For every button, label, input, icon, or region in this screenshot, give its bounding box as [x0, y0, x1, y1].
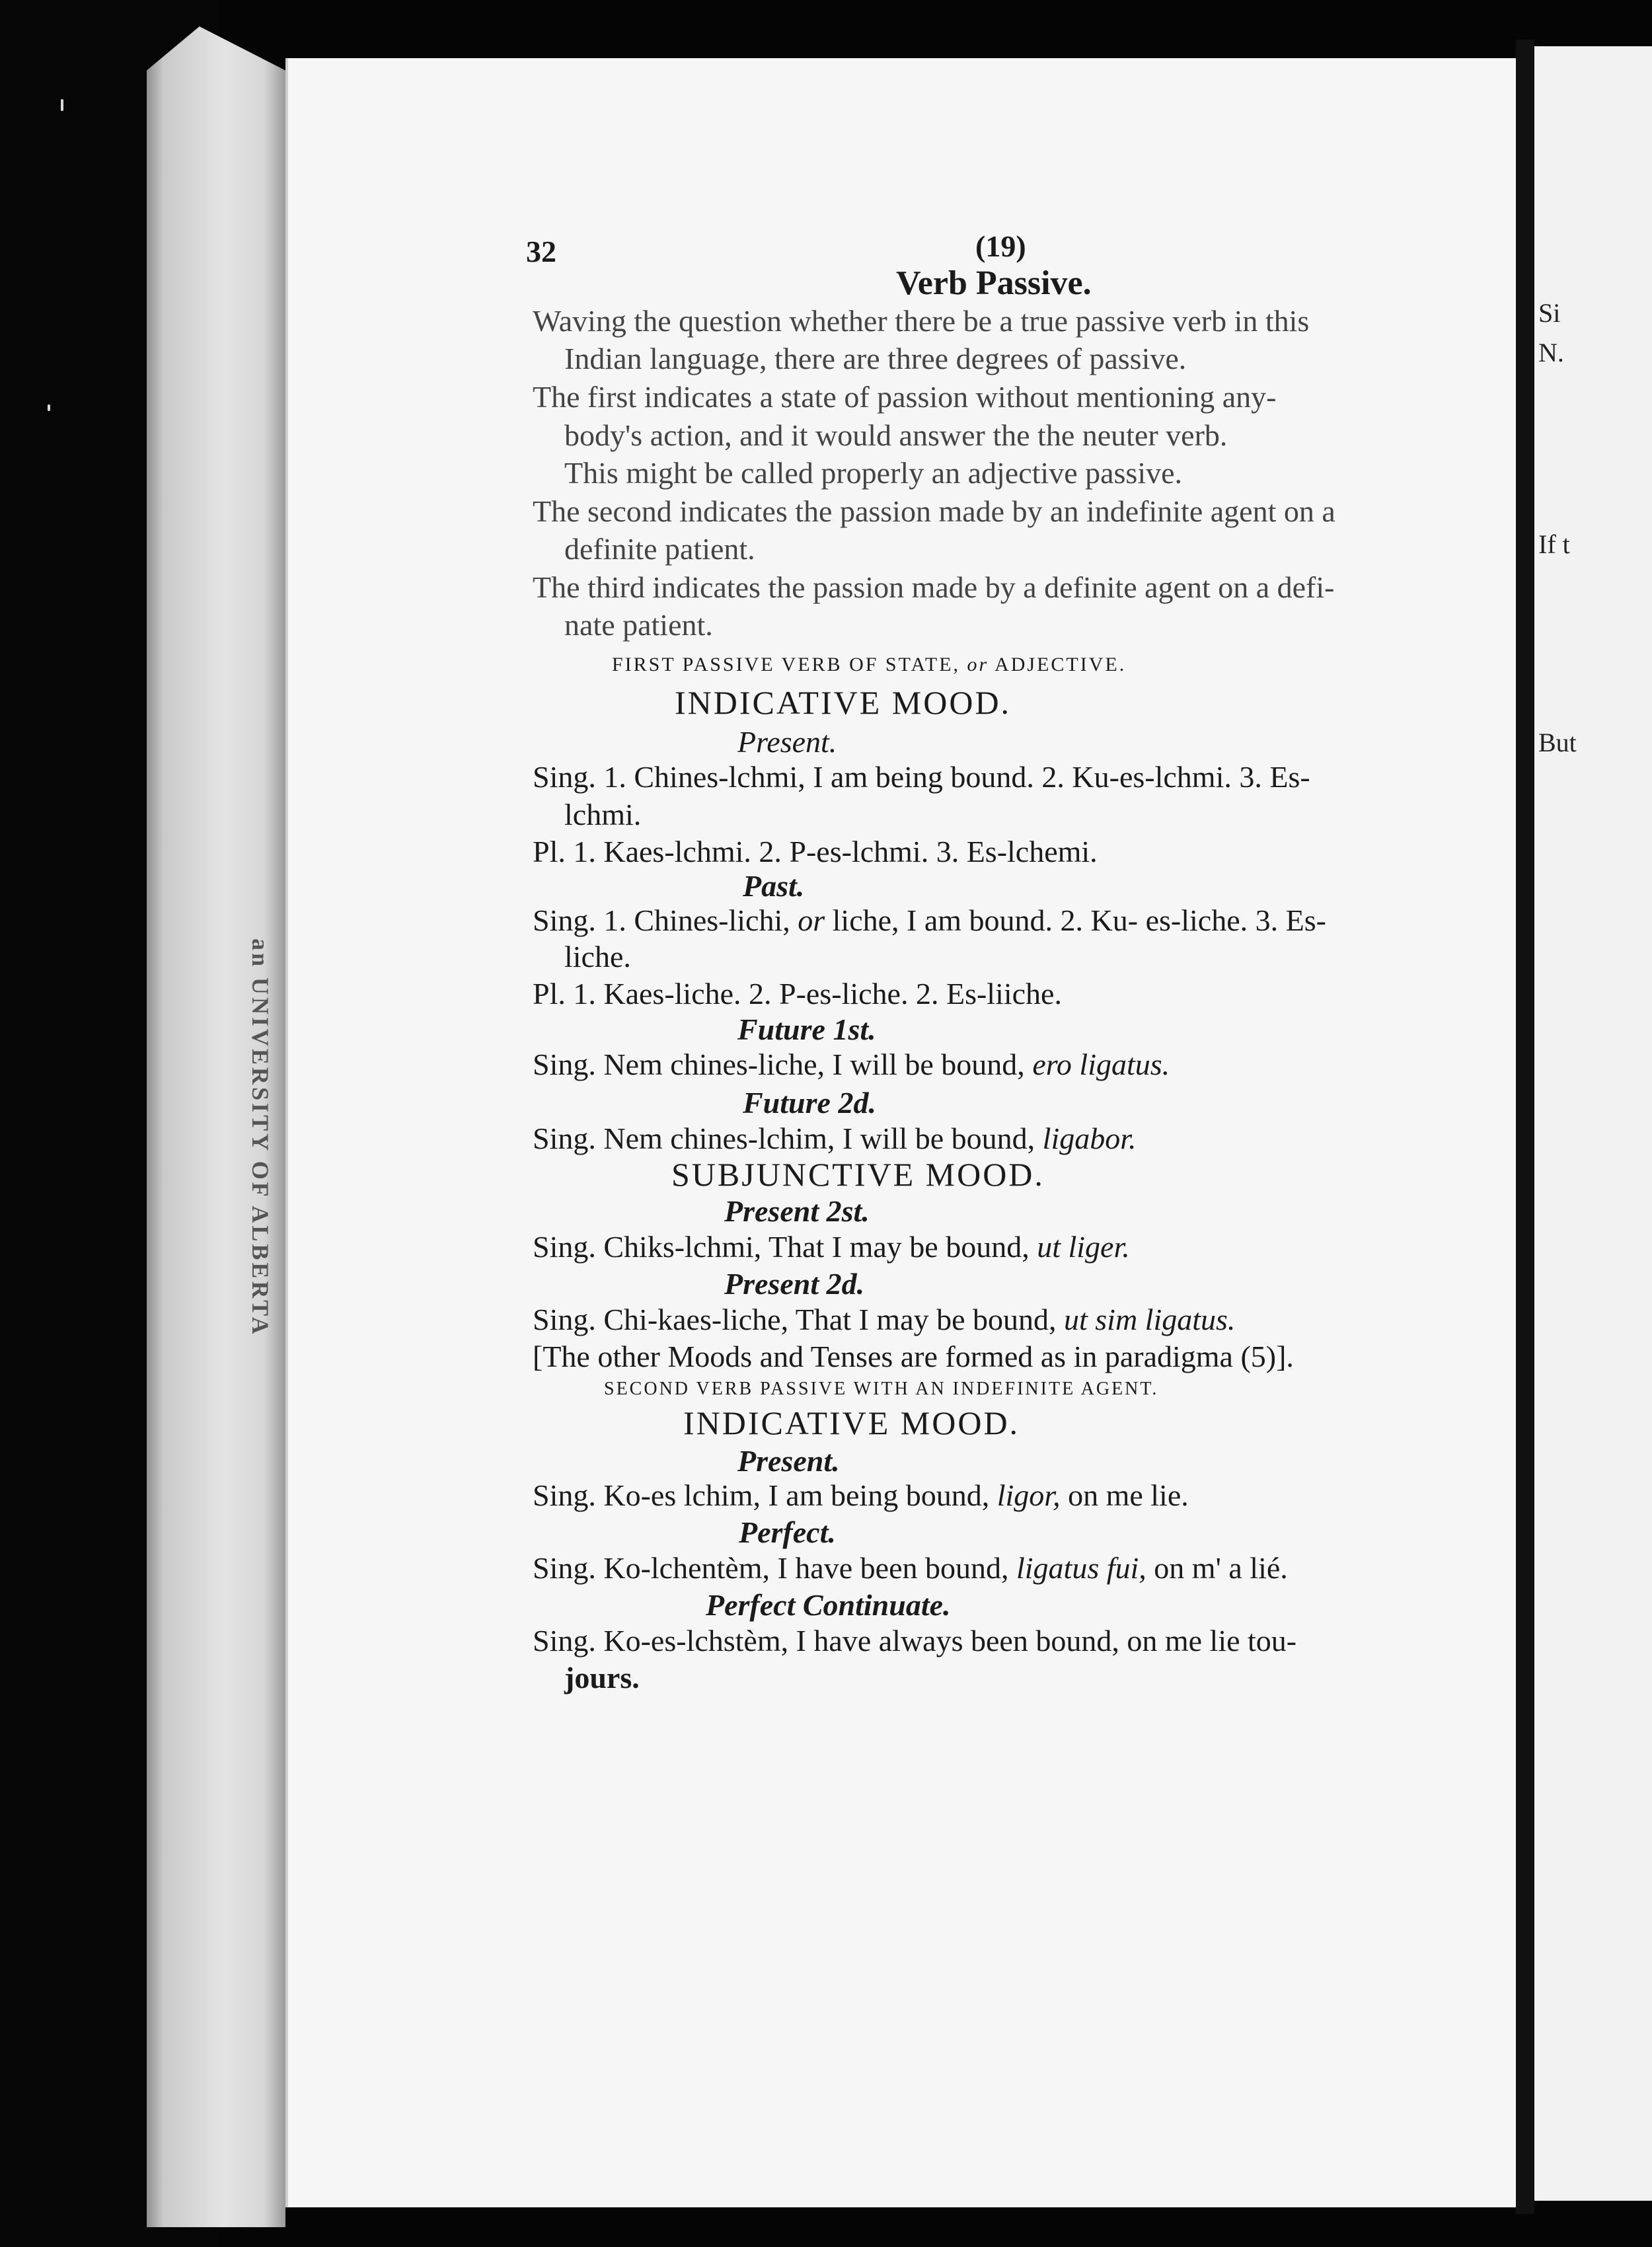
intro-line: Waving the question whether there be a true passive verb in this: [533, 304, 1310, 338]
paradigm-text: liche, I am bound. 2. Ku- es-liche. 3. Es-: [832, 903, 1326, 937]
paradigm-line: [533, 1480, 1189, 1511]
paradigm-text: Sing. Chiks-lchmi, That I may be bound,: [533, 1230, 1030, 1264]
paradigm-text: Sing. Chi-kaes-liche, That I may be bound,: [533, 1303, 1057, 1336]
spine-stamp: an UNIVERSITY OF ALBERTA: [247, 938, 274, 1337]
intro-line: definite patient.: [564, 532, 755, 566]
intro-line: This might be called properly an adjective passive.: [564, 456, 1183, 490]
paradigm-line: [533, 1305, 1235, 1335]
tense-heading: Perfect.: [739, 1515, 836, 1549]
intro-line: nate patient.: [564, 608, 713, 642]
paradigm-text: Sing. Nem chines-liche, I will be bound,: [533, 1047, 1025, 1081]
tense-heading: Future 2d.: [743, 1086, 876, 1120]
page-gutter: [1516, 40, 1534, 2214]
mood-heading: SUBJUNCTIVE MOOD.: [671, 1156, 1045, 1193]
mood-heading: INDICATIVE MOOD.: [683, 1404, 1020, 1441]
paradigm-line: Pl. 1. Kaes-lchmi. 2. P-es-lchmi. 3. Es-lchemi.: [533, 835, 1098, 868]
page-title: Verb Passive.: [896, 264, 1092, 302]
header-number: (19): [975, 229, 1026, 263]
intro-line: Indian language, there are three degrees of passive.: [564, 342, 1187, 375]
latin-gloss: ligabor.: [1042, 1122, 1137, 1155]
paradigm-text: Sing. 1. Chines-lichi,: [533, 903, 790, 937]
intro-line: The third indicates the passion made by a definite agent on a defi-: [533, 570, 1335, 604]
next-page-fragment: N.: [1538, 338, 1564, 367]
section1-heading: [612, 655, 1126, 675]
latin-gloss: ut sim ligatus.: [1064, 1303, 1236, 1336]
section2-heading: SECOND VERB PASSIVE WITH AN INDEFINITE AGENT.: [604, 1379, 1159, 1399]
dust-speck: [48, 404, 50, 411]
next-page-edge: [1534, 46, 1652, 2201]
latin-gloss: ero ligatus.: [1032, 1047, 1170, 1081]
dust-speck: [61, 99, 63, 111]
intro-line: The second indicates the passion made by an indefinite agent on a: [533, 494, 1335, 528]
paradigm-line: liche.: [564, 940, 631, 973]
paradigm-line: jours.: [564, 1661, 640, 1695]
french-gloss: on m' a lié.: [1154, 1551, 1288, 1585]
intro-line: body's action, and it would answer the the neuter verb.: [564, 418, 1228, 452]
tense-heading: Past.: [743, 869, 805, 903]
paradigm-text: Sing. Nem chines-lchim, I will be bound,: [533, 1122, 1035, 1155]
paradigm-or: or: [798, 903, 825, 937]
tense-heading: Present 2d.: [724, 1267, 865, 1301]
tense-heading: Perfect Continuate.: [706, 1588, 951, 1622]
paradigm-line: [533, 1049, 1170, 1080]
latin-gloss: ut liger.: [1037, 1230, 1130, 1264]
paradigm-line: Pl. 1. Kaes-liche. 2. P-es-liche. 2. Es-liiche.: [533, 977, 1062, 1010]
next-page-fragment: If t: [1538, 529, 1570, 559]
paradigm-line: [533, 1124, 1137, 1154]
french-gloss: on me lie.: [1068, 1478, 1189, 1512]
paradigm-note: [The other Moods and Tenses are formed as in paradigma (5)].: [533, 1340, 1294, 1373]
paradigm-text: Sing. Ko-es lchim, I am being bound,: [533, 1478, 990, 1512]
paradigm-line: Sing. Ko-es-lchstèm, I have always been bound, on me lie tou-: [533, 1624, 1297, 1657]
next-page-fragment: Si: [1538, 298, 1561, 328]
tense-heading: Present 2st.: [724, 1194, 870, 1228]
tense-heading: Future 1st.: [737, 1012, 876, 1046]
mood-heading: INDICATIVE MOOD.: [675, 684, 1012, 721]
paradigm-line: lchmi.: [564, 798, 642, 831]
intro-line: The first indicates a state of passion without mentioning any-: [533, 380, 1277, 414]
book-page: [285, 58, 1519, 2207]
page-number: 32: [526, 235, 556, 268]
next-page-fragment: But: [1538, 728, 1577, 757]
paradigm-text: Sing. Ko-lchentèm, I have been bound,: [533, 1551, 1009, 1585]
paradigm-line: [533, 1553, 1288, 1583]
paradigm-line: Sing. 1. Chines-lchmi, I am being bound. 2. Ku-es-lchmi. 3. Es-: [533, 760, 1310, 794]
section1-heading-pre: FIRST PASSIVE VERB OF STATE,: [612, 654, 961, 675]
latin-gloss: ligatus fui,: [1016, 1551, 1146, 1585]
tense-heading: Present.: [737, 725, 837, 759]
paradigm-line: [533, 1232, 1130, 1262]
latin-gloss: ligor,: [996, 1478, 1061, 1512]
section1-heading-post: ADJECTIVE.: [995, 654, 1127, 675]
tense-heading: Present.: [737, 1444, 840, 1478]
section1-heading-or: or: [967, 654, 989, 675]
paradigm-line: [533, 905, 1326, 936]
